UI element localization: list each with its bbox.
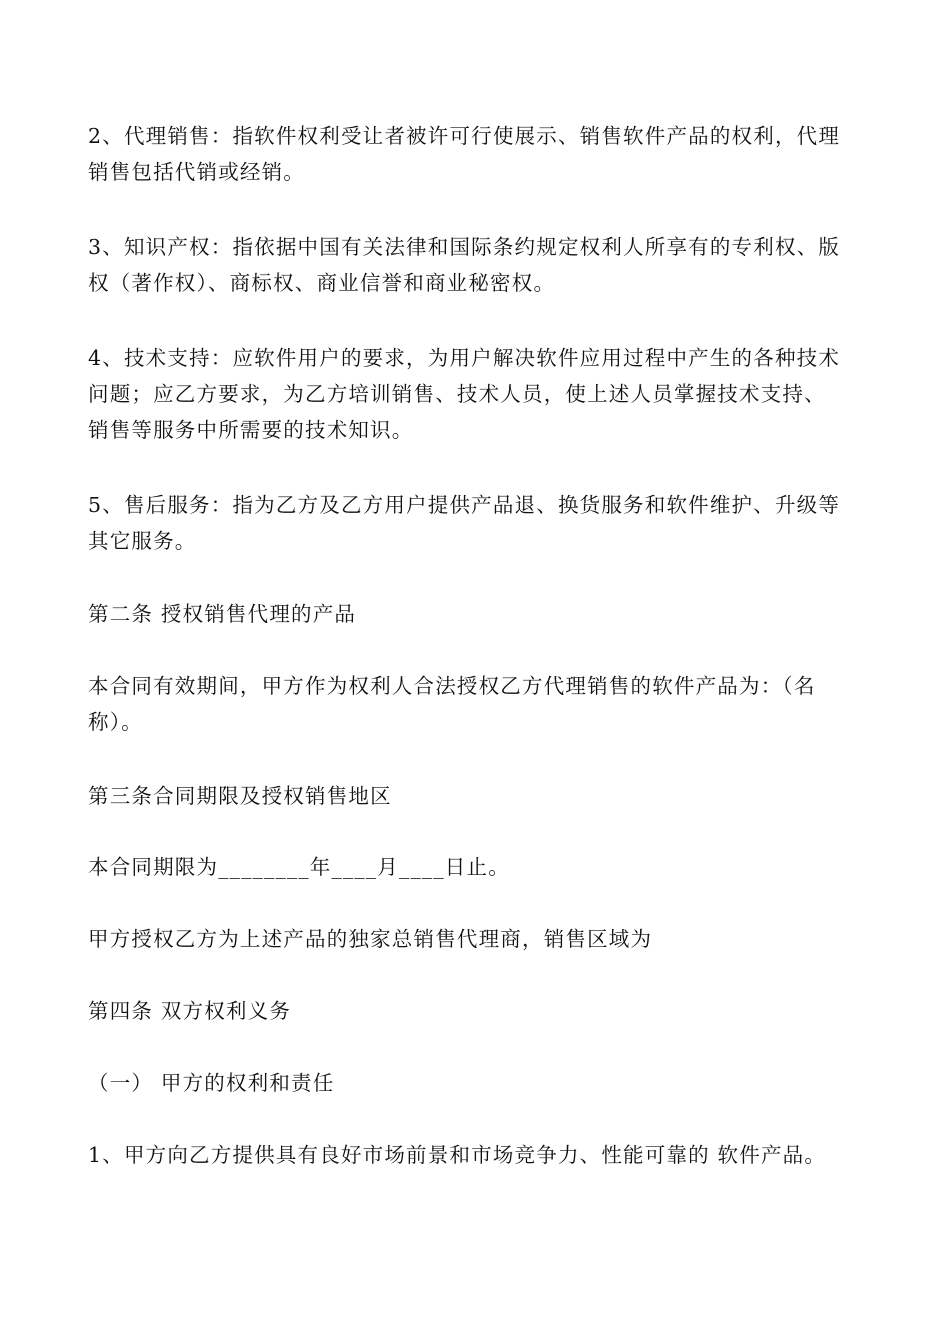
text-line: 第二条 授权销售代理的产品 <box>88 602 357 626</box>
article-4-heading <box>88 993 864 1029</box>
definition-intellectual-property <box>88 229 864 301</box>
text-line: （一） 甲方的权利和责任 <box>88 1071 335 1095</box>
text-line: 销售包括代销或经销。 <box>88 160 305 184</box>
definition-agency-sales <box>88 118 864 190</box>
text-line: 2、代理销售：指软件权利受让者被许可行使展示、销售软件产品的权利，代理 <box>88 124 841 148</box>
article-3-heading <box>88 778 864 814</box>
text-line: 本合同期限为________年____月____日止。 <box>88 855 510 879</box>
text-line: 1、甲方向乙方提供具有良好市场前景和市场竞争力、性能可靠的 软件产品。 <box>88 1143 827 1167</box>
text-line: 称）。 <box>88 710 143 734</box>
text-line: 本合同有效期间，甲方作为权利人合法授权乙方代理销售的软件产品为：（名 <box>88 674 816 698</box>
text-line: 其它服务。 <box>88 529 197 553</box>
text-line: 权（著作权）、商标权、商业信誉和商业秘密权。 <box>88 271 556 295</box>
article-4-item-1 <box>88 1137 864 1173</box>
text-line: 4、技术支持：应软件用户的要求，为用户解决软件应用过程中产生的各种技术 <box>88 346 841 370</box>
article-3-term <box>88 849 864 885</box>
article-3-region <box>88 921 864 957</box>
text-line: 第三条合同期限及授权销售地区 <box>88 784 392 808</box>
article-2-body <box>88 668 864 740</box>
article-2-heading <box>88 596 864 632</box>
definition-technical-support <box>88 340 864 448</box>
text-line: 问题；应乙方要求，为乙方培训销售、技术人员，使上述人员掌握技术支持、 <box>88 382 826 406</box>
text-line: 3、知识产权：指依据中国有关法律和国际条约规定权利人所享有的专利权、版 <box>88 235 841 259</box>
text-line: 5、售后服务：指为乙方及乙方用户提供产品退、换货服务和软件维护、升级等 <box>88 493 841 517</box>
text-line: 第四条 双方权利义务 <box>88 999 292 1023</box>
definition-after-sales-service <box>88 487 864 559</box>
text-line: 销售等服务中所需要的技术知识。 <box>88 418 414 442</box>
article-4-subsection-1 <box>88 1065 864 1101</box>
text-line: 甲方授权乙方为上述产品的独家总销售代理商，销售区域为 <box>88 927 653 951</box>
